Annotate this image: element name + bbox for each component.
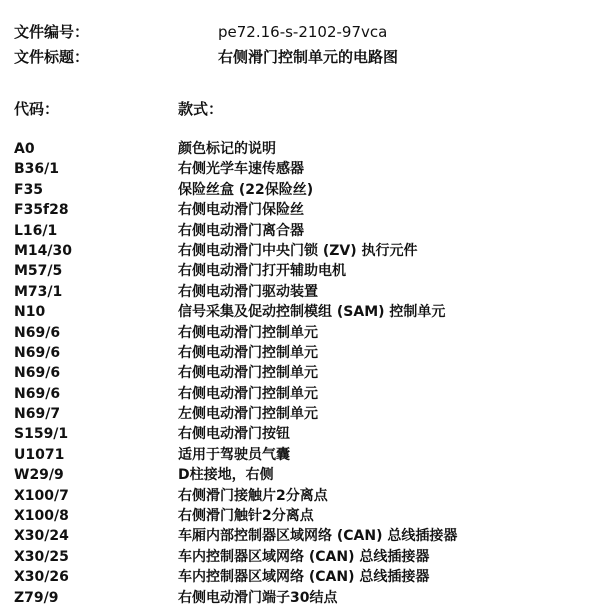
table-row	[14, 343, 602, 363]
component-code: F35f28	[14, 202, 69, 219]
table-row	[14, 159, 602, 179]
code-column-header: 代码：	[14, 100, 60, 118]
component-description: 右侧电动滑门驱动装置	[178, 283, 318, 300]
component-description: 颜色标记的说明	[178, 141, 276, 157]
component-code: X30/25	[14, 548, 69, 565]
component-description: 车厢内部控制器区域网络 (CAN) 总线插接器	[178, 528, 458, 545]
file-number-value: pe72.16-s-2102-97vca	[218, 23, 388, 41]
component-description: 右侧电动滑门控制单元	[178, 344, 318, 361]
component-description: 右侧电动滑门按钮	[178, 426, 290, 443]
component-code: F35	[14, 181, 44, 198]
component-code: N69/6	[14, 324, 61, 341]
component-description: 适用于驾驶员气囊	[178, 446, 290, 463]
table-row	[14, 404, 602, 424]
component-description: 车内控制器区域网络 (CAN) 总线插接器	[178, 548, 430, 565]
component-list	[14, 139, 602, 608]
component-code: M73/1	[14, 283, 63, 300]
table-row	[14, 588, 602, 608]
component-description: 右侧电动滑门打开辅助电机	[178, 263, 346, 280]
file-title-value: 右侧滑门控制单元的电路图	[218, 48, 399, 66]
component-code: M14/30	[14, 242, 73, 259]
component-code: A0	[14, 141, 35, 157]
table-row	[14, 261, 602, 281]
component-code: N10	[14, 304, 46, 321]
table-row	[14, 424, 602, 444]
table-row	[14, 445, 602, 465]
description-column-header: 款式：	[178, 100, 224, 118]
file-number-label: 文件编号：	[14, 23, 90, 41]
table-row	[14, 384, 602, 404]
table-row	[14, 139, 602, 159]
component-code: X30/24	[14, 528, 69, 545]
component-description: 右侧滑门接触片2分离点	[178, 487, 328, 504]
component-code: N69/7	[14, 406, 61, 423]
component-code: L16/1	[14, 222, 58, 239]
table-row	[14, 506, 602, 526]
component-code: M57/5	[14, 263, 63, 280]
component-description: 右侧光学车速传感器	[178, 161, 304, 178]
table-row	[14, 282, 602, 302]
component-description: 右侧电动滑门中央门锁 (ZV) 执行元件	[178, 242, 418, 259]
component-description: 右侧电动滑门保险丝	[178, 202, 304, 219]
table-row	[14, 323, 602, 343]
component-description: 右侧滑门触针2分离点	[178, 508, 314, 525]
component-description: 保险丝盒 (22保险丝)	[178, 181, 314, 198]
table-row	[14, 465, 602, 485]
component-description: 右侧电动滑门离合器	[178, 222, 304, 239]
component-code: S159/1	[14, 426, 69, 443]
component-code: N69/6	[14, 385, 61, 402]
component-description: 车内控制器区域网络 (CAN) 总线插接器	[178, 569, 430, 586]
component-description: 右侧电动滑门控制单元	[178, 365, 318, 382]
component-description: 右侧电动滑门端子30结点	[178, 589, 338, 606]
component-description: 信号采集及促动控制模组 (SAM) 控制单元	[178, 304, 446, 321]
component-code: N69/6	[14, 344, 61, 361]
table-row	[14, 200, 602, 220]
component-description: D柱接地，右侧	[178, 467, 274, 484]
table-row	[14, 526, 602, 546]
component-code: Z79/9	[14, 589, 59, 606]
component-code: W29/9	[14, 467, 64, 484]
component-description: 右侧电动滑门控制单元	[178, 324, 318, 341]
table-row	[14, 363, 602, 383]
table-row	[14, 241, 602, 261]
table-row	[14, 486, 602, 506]
component-code: U1071	[14, 446, 65, 463]
file-title-label: 文件标题：	[14, 48, 90, 66]
component-description: 左侧电动滑门控制单元	[178, 406, 318, 423]
table-row	[14, 302, 602, 322]
table-row	[14, 221, 602, 241]
component-code: N69/6	[14, 365, 61, 382]
component-code: X100/8	[14, 508, 69, 525]
component-code: X30/26	[14, 569, 69, 586]
component-code: X100/7	[14, 487, 69, 504]
component-code: B36/1	[14, 161, 60, 178]
table-row	[14, 180, 602, 200]
table-row	[14, 567, 602, 587]
table-row	[14, 547, 602, 567]
component-description: 右侧电动滑门控制单元	[178, 385, 318, 402]
